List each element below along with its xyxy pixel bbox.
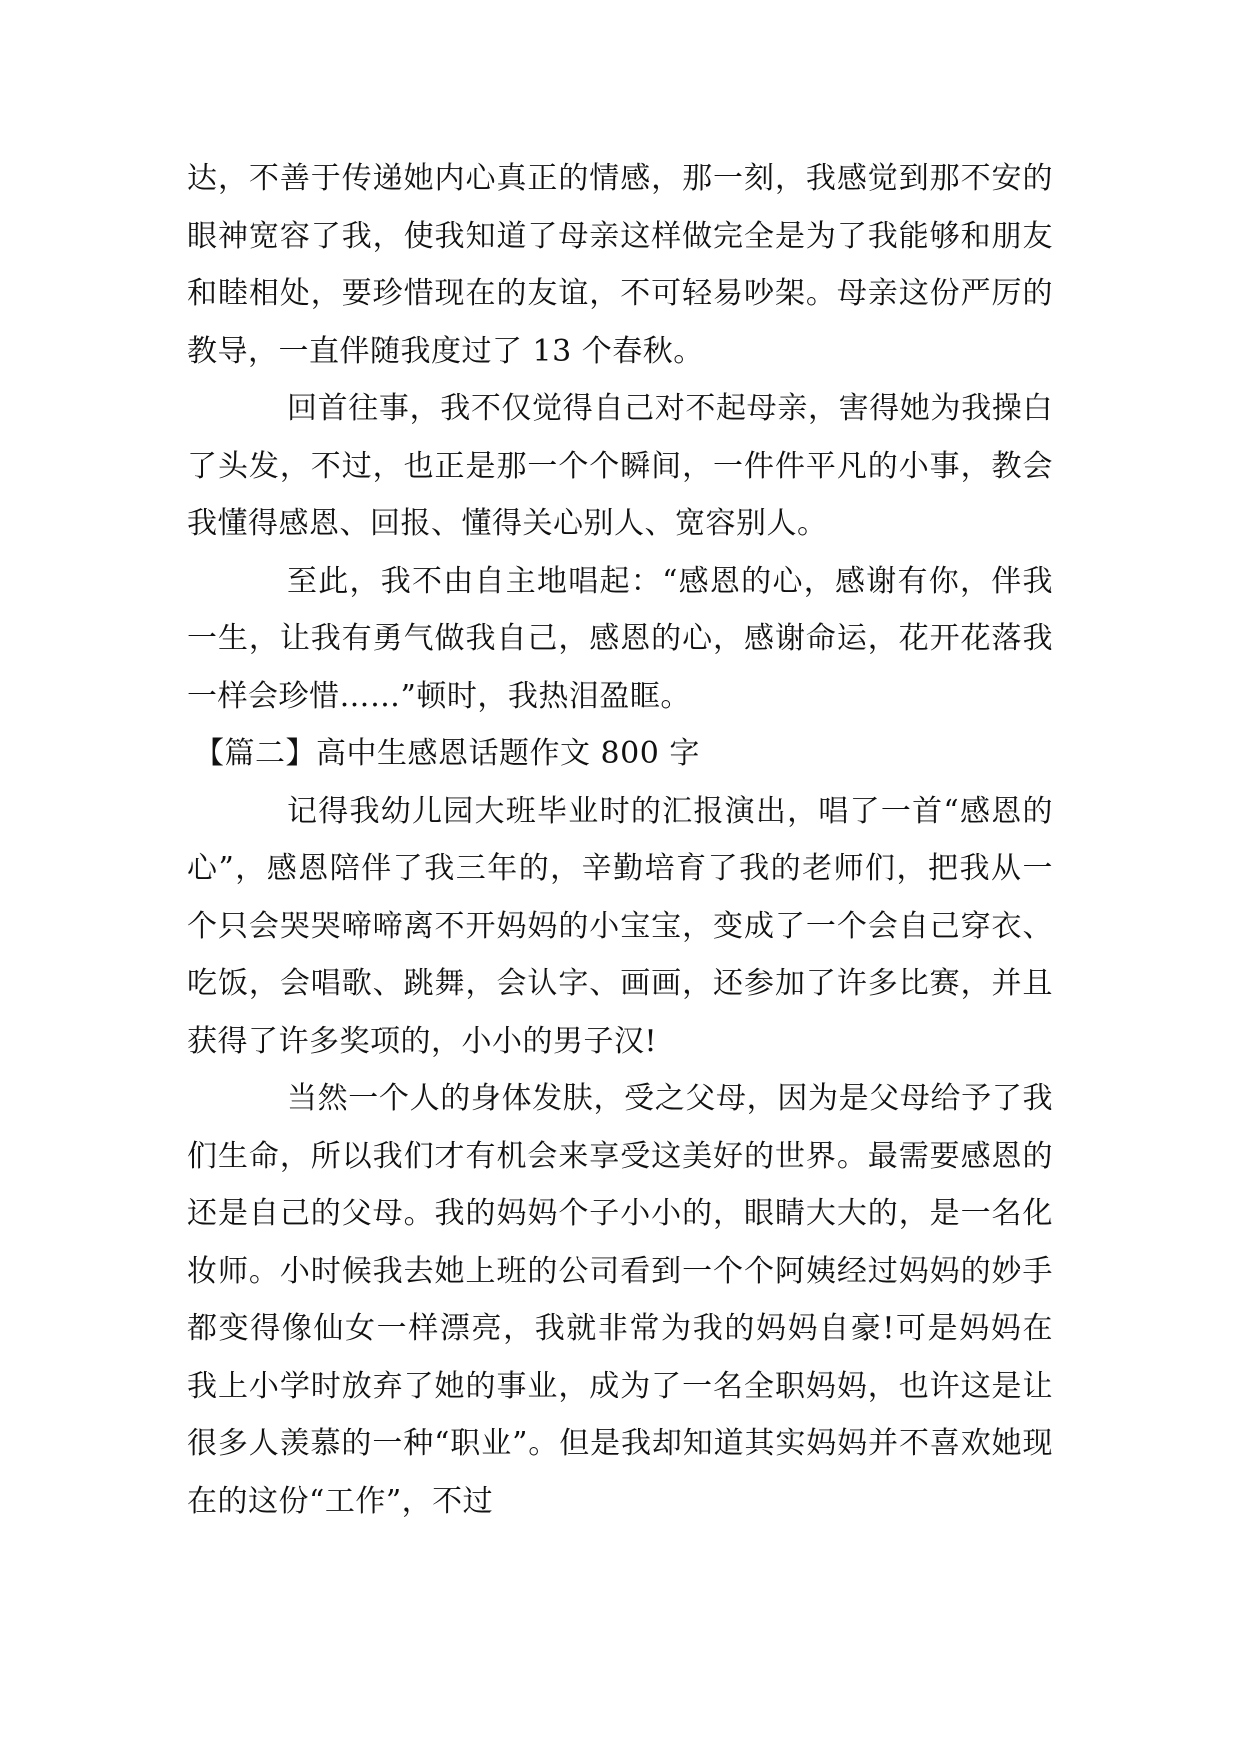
paragraph-kindergarten: 记得我幼儿园大班毕业时的汇报演出，唱了一首“感恩的心”，感恩陪伴了我三年的，辛勤培育了我的老师们，把我从一个只会哭哭啼啼离不开妈妈的小宝宝，变成了一个会自己穿衣、吃饭，会唱歌、跳舞，会认字、画画，还参加了许多比赛，并且获得了许多奖项的，小小的男子汉! (187, 793, 1053, 1059)
paragraph-looking-back: 回首往事，我不仅觉得自己对不起母亲，害得她为我操白了头发，不过，也正是那一个个瞬间，一件件平凡的小事，教会我懂得感恩、回报、懂得关心别人、宽容别人。 (187, 391, 1053, 541)
document-page (187, 150, 1053, 1530)
section-heading: 【篇二】高中生感恩话题作文 800 字 (194, 736, 700, 771)
paragraph-continuation: 达，不善于传递她内心真正的情感，那一刻，我感觉到那不安的眼神宽容了我，使我知道了母亲这样做完全是为了我能够和朋友和睦相处，要珍惜现在的友谊，不可轻易吵架。母亲这份严厉的教导，一直伴随我度过了 13 个春秋。 (187, 161, 1053, 369)
paragraph-song-lyrics: 至此，我不由自主地唱起：“感恩的心，感谢有你，伴我一生，让我有勇气做我自己，感恩的心，感谢命运，花开花落我一样会珍惜……”顿时，我热泪盈眶。 (187, 563, 1053, 714)
paragraph-parents: 当然一个人的身体发肤，受之父母，因为是父母给予了我们生命，所以我们才有机会来享受这美好的世界。最需要感恩的还是自己的父母。我的妈妈个子小小的，眼睛大大的，是一名化妆师。小时候我去她上班的公司看到一个个阿姨经过妈妈的妙手都变得像仙女一样漂亮，我就非常为我的妈妈自豪!可是妈妈在我上小学时放弃了她的事业，成为了一名全职妈妈，也许这是让很多人羡慕的一种“职业”。但是我却知道其实妈妈并不喜欢她现在的这份“工作”，不过 (187, 1081, 1053, 1519)
